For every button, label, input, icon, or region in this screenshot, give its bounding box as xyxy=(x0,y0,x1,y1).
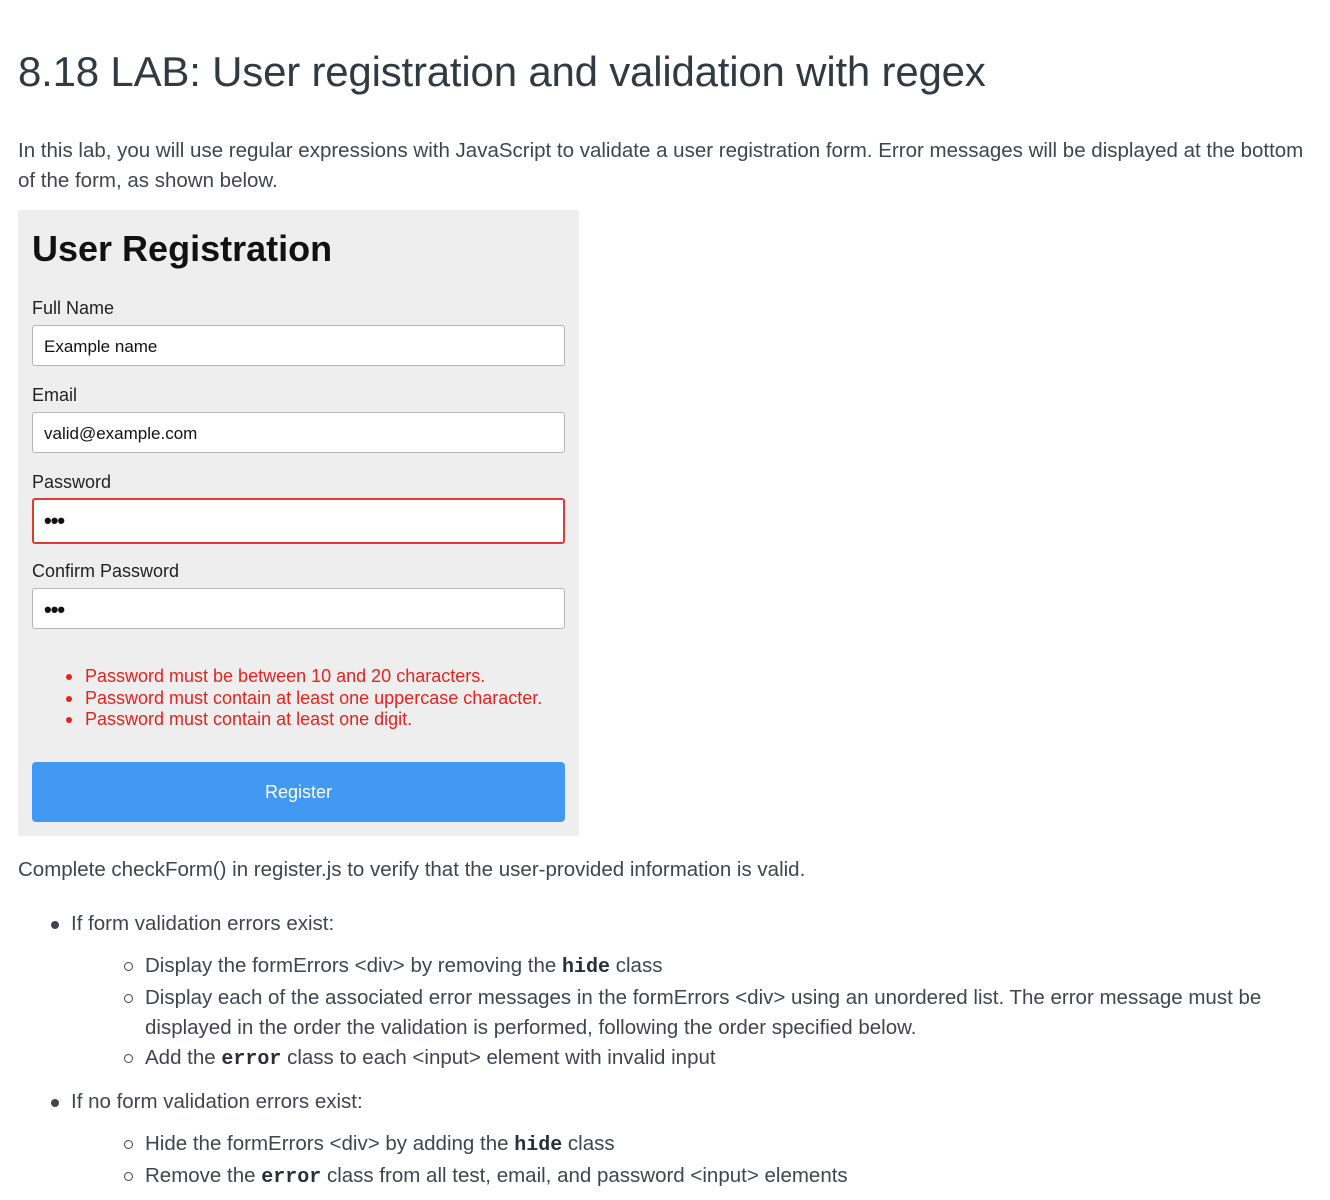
step-text: Remove the xyxy=(145,1164,256,1187)
confirm-password-value: ••• xyxy=(44,597,65,622)
password-input[interactable] xyxy=(32,498,565,544)
register-button[interactable]: Register xyxy=(32,762,565,822)
list-item xyxy=(50,1087,1290,1193)
errors-exist-steps xyxy=(71,951,1290,1075)
no-errors-steps xyxy=(71,1129,1290,1193)
error-message: Password must contain at least one digit. xyxy=(63,709,542,731)
page-title: 8.18 LAB: User registration and validation with regex xyxy=(18,48,986,95)
step-text: Hide the formErrors <div> by adding the xyxy=(145,1132,509,1155)
list-item xyxy=(124,1161,1290,1193)
intro-paragraph: In this lab, you will use regular expressions with JavaScript to validate a user registration form. Error messages will be displayed at the bottom of the form, as shown below. xyxy=(18,139,1304,192)
step-text: class xyxy=(615,954,663,977)
step-text: Add the xyxy=(145,1046,216,1069)
errors-exist-list xyxy=(50,909,1290,1075)
password-label: Password xyxy=(32,472,112,492)
no-errors-list xyxy=(50,1087,1290,1193)
step-text: class to each <input> element with invalid input xyxy=(287,1046,716,1069)
registration-form-example xyxy=(18,210,579,836)
password-value: ••• xyxy=(44,508,65,533)
form-heading: User Registration xyxy=(32,228,333,269)
no-errors-label: If no form validation errors exist: xyxy=(71,1090,363,1113)
list-item: Display each of the associated error messages in the formErrors <div> using an unordered list. The error message must be displayed in the order the validation is performed, following the order specified below. xyxy=(124,983,1290,1043)
error-class-code: error xyxy=(261,1166,322,1189)
error-message: Password must contain at least one uppercase character. xyxy=(63,688,542,710)
full-name-input[interactable]: Example name xyxy=(32,325,565,366)
list-item xyxy=(124,951,1290,983)
hide-class-code: hide xyxy=(514,1134,563,1157)
error-message: Password must be between 10 and 20 characters. xyxy=(63,666,542,688)
form-errors-list xyxy=(63,666,542,731)
instructions-lead: Complete checkForm() in register.js to verify that the user-provided information is valid. xyxy=(18,858,806,881)
error-class-code: error xyxy=(221,1048,282,1071)
errors-exist-label: If form validation errors exist: xyxy=(71,912,335,935)
list-item xyxy=(50,909,1290,1075)
email-input[interactable]: valid@example.com xyxy=(32,412,565,453)
confirm-password-label: Confirm Password xyxy=(32,561,180,581)
list-item xyxy=(124,1129,1290,1161)
step-text: class xyxy=(567,1132,615,1155)
full-name-label: Full Name xyxy=(32,298,115,318)
step-text: class from all test, email, and password <input> elements xyxy=(326,1164,848,1187)
email-label: Email xyxy=(32,385,78,405)
confirm-password-input[interactable] xyxy=(32,588,565,629)
list-item xyxy=(124,1043,1290,1075)
step-text: Display the formErrors <div> by removing the xyxy=(145,954,557,977)
hide-class-code: hide xyxy=(562,956,611,979)
